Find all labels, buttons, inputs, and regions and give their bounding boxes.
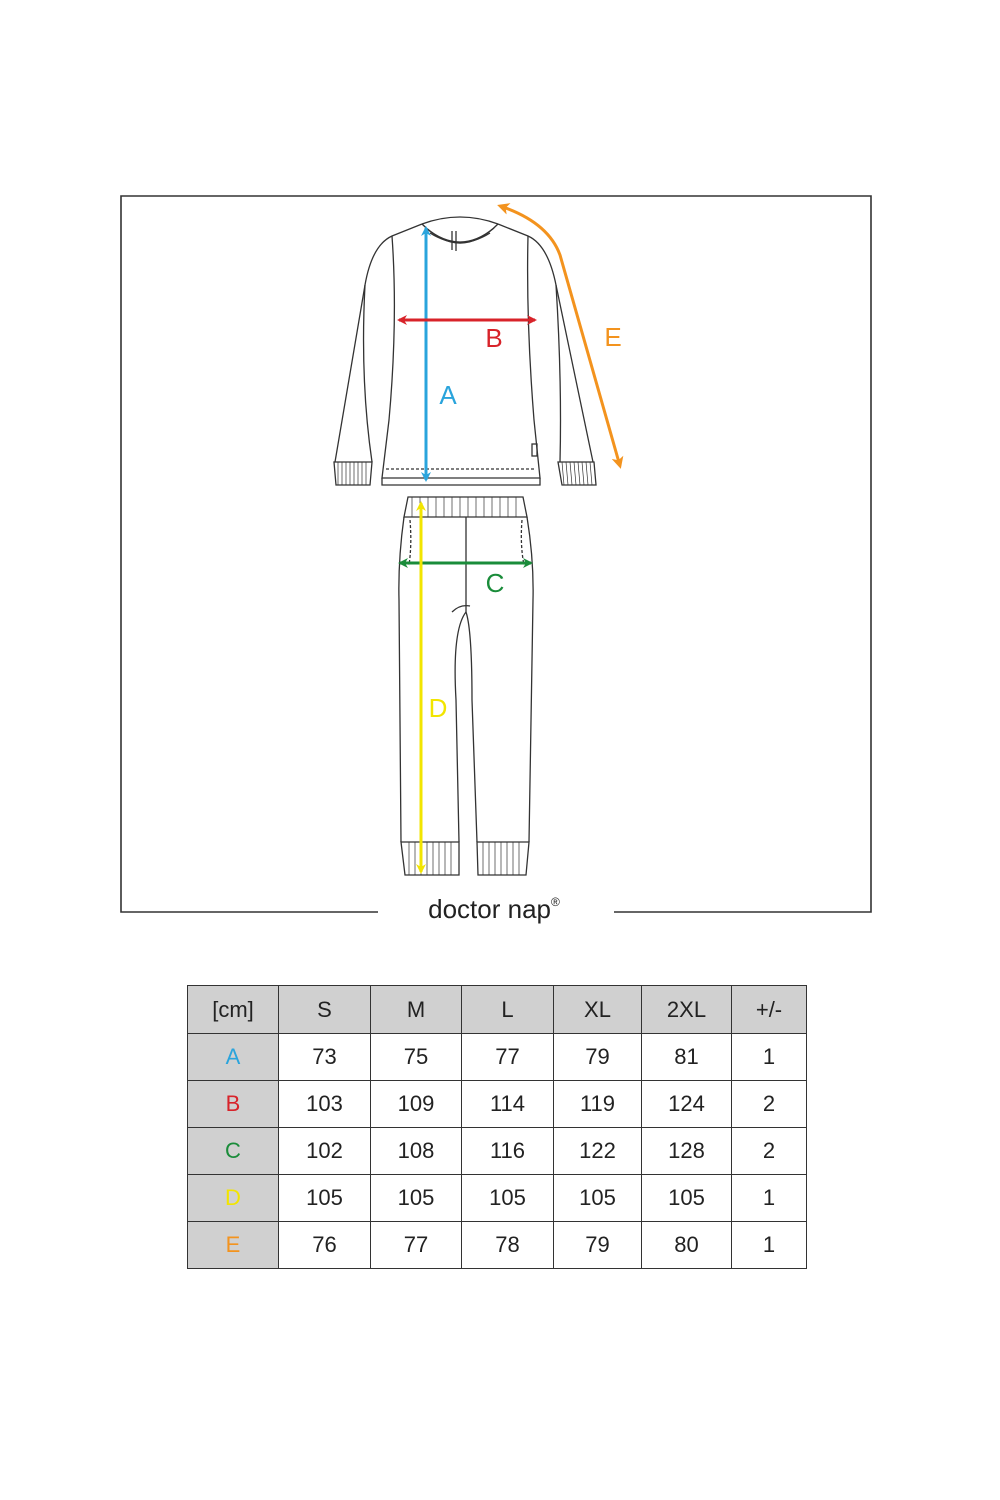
row-label-c: C: [188, 1128, 279, 1175]
label-c: C: [485, 568, 505, 598]
table-header-row: [188, 986, 807, 1034]
row-label-a: A: [188, 1034, 279, 1081]
size-table: [187, 985, 807, 1269]
header-tolerance: +/-: [732, 986, 807, 1034]
table-row: [188, 1081, 807, 1128]
table-cell: 79: [554, 1034, 642, 1081]
table-cell: 1: [732, 1175, 807, 1222]
table-cell: 77: [462, 1034, 554, 1081]
label-e: E: [604, 322, 622, 352]
table-cell: 73: [279, 1034, 371, 1081]
brand-logo: doctor nap®: [428, 894, 560, 924]
table-cell: 81: [642, 1034, 732, 1081]
table-row: [188, 1222, 807, 1269]
pants-drawing: [399, 497, 533, 875]
row-label-e: E: [188, 1222, 279, 1269]
table-cell: 105: [554, 1175, 642, 1222]
table-cell: 1: [732, 1034, 807, 1081]
table-cell: 76: [279, 1222, 371, 1269]
row-label-d: D: [188, 1175, 279, 1222]
table-cell: 105: [462, 1175, 554, 1222]
table-cell: 103: [279, 1081, 371, 1128]
header-size-2xl: 2XL: [642, 986, 732, 1034]
header-size-m: M: [371, 986, 462, 1034]
table-cell: 2: [732, 1128, 807, 1175]
table-cell: 109: [371, 1081, 462, 1128]
label-d: D: [428, 693, 448, 723]
table-cell: 102: [279, 1128, 371, 1175]
header-unit: [cm]: [188, 986, 279, 1034]
table-row: [188, 1175, 807, 1222]
table-cell: 79: [554, 1222, 642, 1269]
row-label-b: B: [188, 1081, 279, 1128]
header-size-s: S: [279, 986, 371, 1034]
table-row: [188, 1128, 807, 1175]
table-cell: 78: [462, 1222, 554, 1269]
label-a: A: [439, 380, 457, 410]
table-cell: 105: [371, 1175, 462, 1222]
table-cell: 124: [642, 1081, 732, 1128]
table-cell: 1: [732, 1222, 807, 1269]
table-cell: 108: [371, 1128, 462, 1175]
table-cell: 128: [642, 1128, 732, 1175]
table-cell: 116: [462, 1128, 554, 1175]
table-cell: 122: [554, 1128, 642, 1175]
table-cell: 80: [642, 1222, 732, 1269]
table-cell: 114: [462, 1081, 554, 1128]
table-cell: 105: [642, 1175, 732, 1222]
table-cell: 2: [732, 1081, 807, 1128]
table-row: [188, 1034, 807, 1081]
table-cell: 77: [371, 1222, 462, 1269]
diagram-frame: [121, 196, 871, 912]
table-cell: 75: [371, 1034, 462, 1081]
header-size-xl: XL: [554, 986, 642, 1034]
sweatshirt-drawing: [334, 217, 596, 485]
table-cell: 105: [279, 1175, 371, 1222]
label-b: B: [485, 323, 503, 353]
header-size-l: L: [462, 986, 554, 1034]
table-cell: 119: [554, 1081, 642, 1128]
